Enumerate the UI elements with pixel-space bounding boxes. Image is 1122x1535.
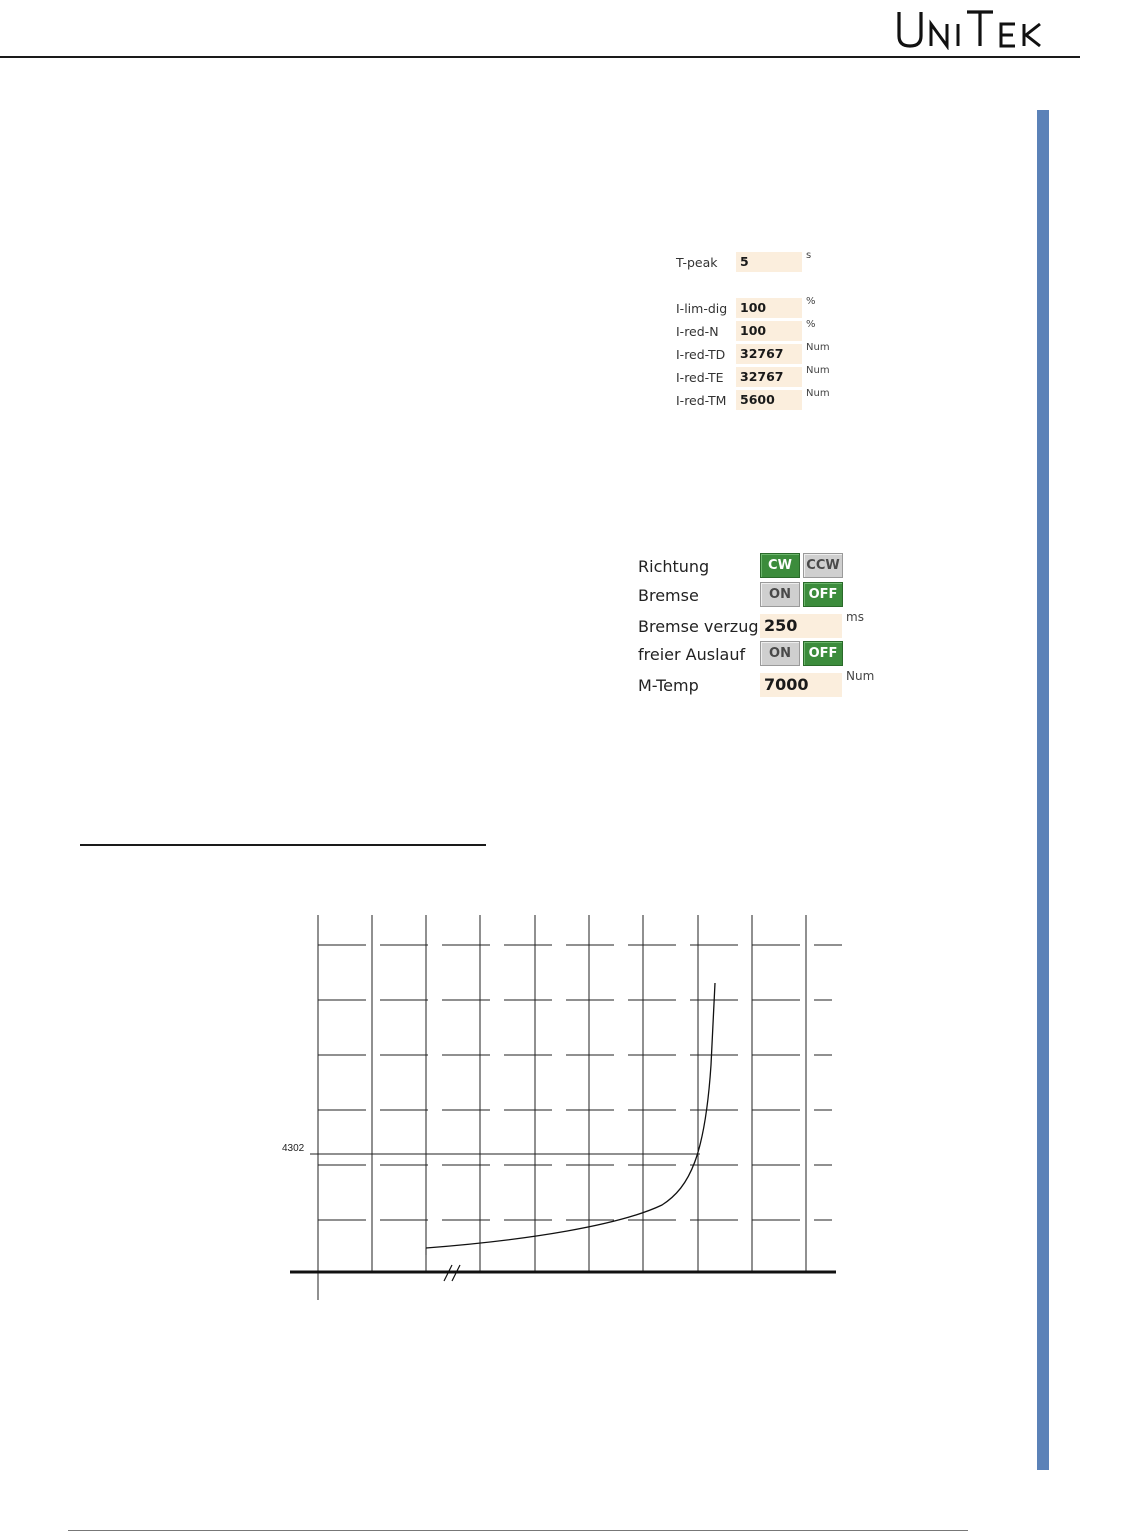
param-label: I-red-N [676, 324, 719, 339]
header-rule [0, 56, 1080, 58]
param-unit: Num [806, 365, 830, 376]
temperature-curve [426, 983, 715, 1248]
param-value-field[interactable]: 100 [736, 321, 802, 341]
temperature-curve-diagram [270, 905, 860, 1310]
richtung-row [632, 552, 892, 580]
m-temp-label: M-Temp [638, 676, 699, 695]
param-unit: Num [806, 388, 830, 399]
freier-auslauf-off-button[interactable]: OFF [803, 641, 843, 666]
param-row-i-red-n [674, 321, 854, 341]
bremse-off-button[interactable]: OFF [803, 582, 843, 607]
param-row-i-red-td [674, 344, 854, 364]
param-value-field[interactable]: 5600 [736, 390, 802, 410]
param-label: I-red-TM [676, 393, 727, 408]
bremse-row [632, 581, 892, 609]
param-unit: % [806, 296, 816, 307]
param-value-field[interactable]: 100 [736, 298, 802, 318]
param-unit: % [806, 319, 816, 330]
freier-auslauf-on-button[interactable]: ON [760, 641, 800, 666]
freier-auslauf-label: freier Auslauf [638, 645, 746, 664]
diagram-svg [270, 905, 860, 1310]
param-row-i-red-te [674, 367, 854, 387]
param-label: I-red-TD [676, 347, 726, 362]
footer-rule [68, 1530, 968, 1531]
ccw-button[interactable]: CCW [803, 553, 843, 578]
param-value-field[interactable]: 32767 [736, 367, 802, 387]
bremse-on-button[interactable]: ON [760, 582, 800, 607]
m-temp-unit: Num [846, 669, 875, 683]
freier-auslauf-row [632, 640, 892, 668]
param-value-field[interactable]: 32767 [736, 344, 802, 364]
param-unit: Num [806, 342, 830, 353]
param-row-t-peak [674, 252, 854, 272]
bremse-verzug-row [632, 612, 892, 640]
param-row-i-red-tm [674, 390, 854, 410]
param-label: I-red-TE [676, 370, 724, 385]
m-temp-field[interactable]: 7000 [760, 673, 842, 697]
param-unit: s [806, 250, 812, 261]
param-value-field[interactable]: 5 [736, 252, 802, 272]
richtung-label: Richtung [638, 557, 710, 576]
param-label: I-lim-dig [676, 301, 728, 316]
motor-settings-panel [632, 550, 892, 700]
cw-button[interactable]: CW [760, 553, 800, 578]
param-row-i-lim-dig [674, 298, 854, 318]
bremse-verzug-field[interactable]: 250 [760, 614, 842, 638]
m-temp-row [632, 671, 892, 699]
grid-horizontal-lines [318, 945, 842, 1220]
bremse-verzug-unit: ms [846, 610, 864, 624]
marker-label: 4302 [282, 1143, 305, 1154]
section-heading-underline [80, 844, 486, 846]
param-label: T-peak [676, 255, 718, 270]
grid-vertical-lines [318, 915, 806, 1300]
current-parameters-panel [674, 250, 854, 420]
bremse-verzug-label: Bremse verzug [638, 617, 759, 636]
side-accent-bar [1037, 110, 1049, 1470]
unitek-logo [893, 6, 1053, 50]
bremse-label: Bremse [638, 586, 699, 605]
